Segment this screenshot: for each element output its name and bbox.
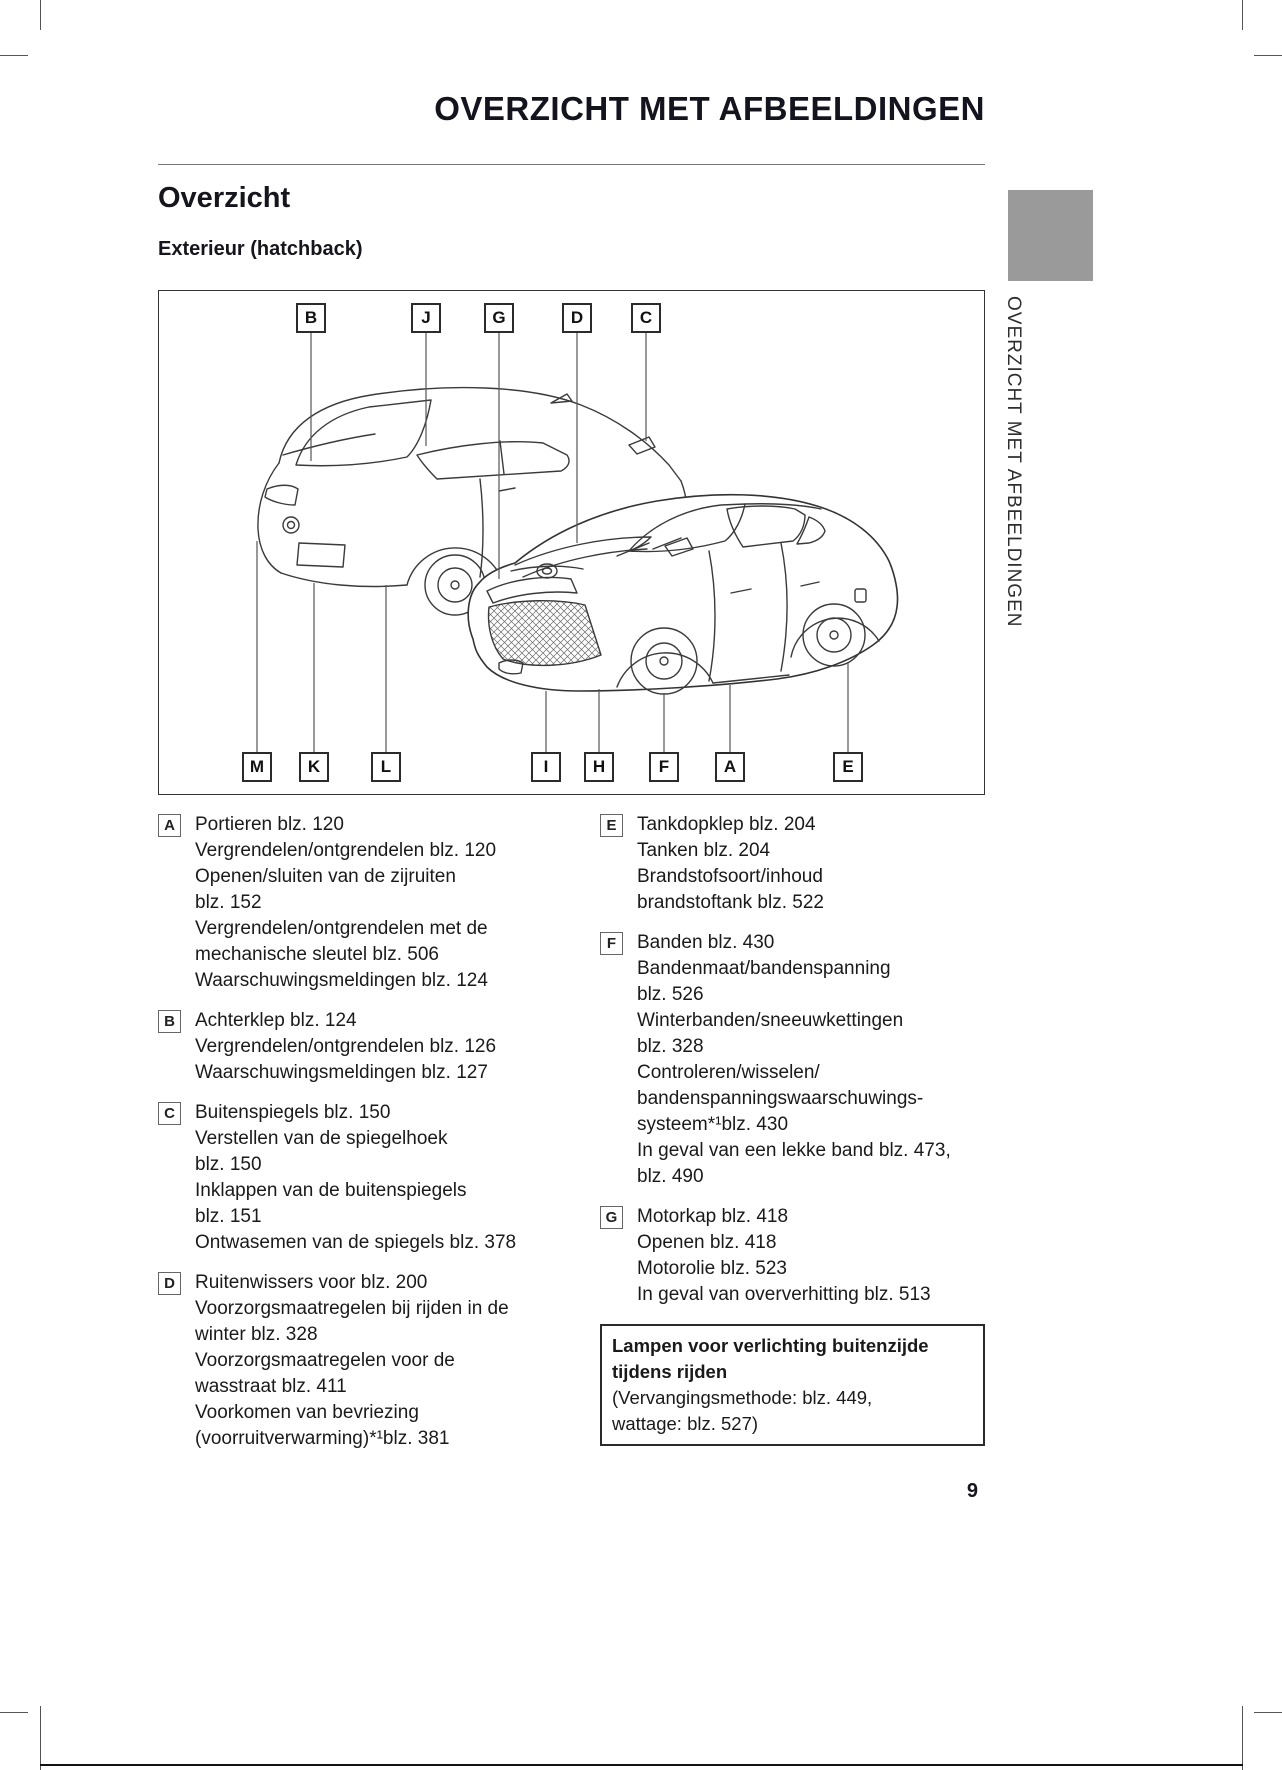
item-letter-box-G: G <box>600 1206 623 1229</box>
crop-mark <box>0 55 28 56</box>
legend-text-line: systeem*¹blz. 430 <box>637 1114 789 1135</box>
legend-item-A <box>158 812 552 994</box>
legend-text-line: Voorzorgsmaatregelen bij rijden in de <box>195 1298 509 1319</box>
legend-text-line: Verstellen van de spiegelhoek <box>195 1128 448 1149</box>
item-letter-box-B: B <box>158 1010 181 1033</box>
legend-text-line: blz. 526 <box>637 984 704 1005</box>
legend-text-line: Vergrendelen/ontgrendelen met de <box>195 918 488 939</box>
legend-text-line: Tankdopklep blz. 204 <box>637 814 816 835</box>
legend-text-line: Brandstofsoort/inhoud <box>637 866 823 887</box>
subsection-heading: Exterieur (hatchback) <box>158 238 363 260</box>
legend-item-D <box>158 1270 552 1452</box>
legend-text-line: blz. 151 <box>195 1206 262 1227</box>
legend-item-B <box>158 1008 552 1086</box>
legend-text-line: Vergrendelen/ontgrendelen blz. 120 <box>195 840 497 861</box>
diagram-callout-I: I <box>531 752 561 782</box>
legend-text-line: Motorkap blz. 418 <box>637 1206 789 1227</box>
note-body-line: (Vervangingsmethode: blz. 449, <box>612 1387 873 1408</box>
diagram-callout-G: G <box>484 303 514 333</box>
legend-text-line: mechanische sleutel blz. 506 <box>195 944 439 965</box>
crop-mark <box>1242 0 1243 30</box>
item-letter-box-E: E <box>600 814 623 837</box>
note-title-line: Lampen voor verlichting buitenzijde <box>612 1335 929 1356</box>
crop-mark <box>0 1712 28 1713</box>
diagram-callout-A: A <box>715 752 745 782</box>
section-heading: Overzicht <box>158 182 291 214</box>
page-title: OVERZICHT MET AFBEELDINGEN <box>434 90 985 127</box>
legend-text-line: Waarschuwingsmeldingen blz. 124 <box>195 970 488 991</box>
legend-text-line: Winterbanden/sneeuwkettingen <box>637 1010 904 1031</box>
legend-text-line: Ontwasemen van de spiegels blz. 378 <box>195 1232 517 1253</box>
callout-layer <box>159 291 984 794</box>
item-letter-box-D: D <box>158 1272 181 1295</box>
diagram-callout-F: F <box>649 752 679 782</box>
legend-text-line: Buitenspiegels blz. 150 <box>195 1102 391 1123</box>
legend-text-line: Bandenmaat/bandenspanning <box>637 958 891 979</box>
legend-text-line: In geval van een lekke band blz. 473, <box>637 1140 951 1161</box>
crop-mark <box>1254 55 1282 56</box>
diagram-callout-M: M <box>242 752 272 782</box>
legend-text-line: Controleren/wisselen/ <box>637 1062 820 1083</box>
legend-text-line: winter blz. 328 <box>195 1324 318 1345</box>
legend-text-line: Achterklep blz. 124 <box>195 1010 357 1031</box>
crop-mark <box>1254 1712 1282 1713</box>
exterior-diagram-frame <box>158 290 985 795</box>
legend-left-column <box>158 812 552 1466</box>
diagram-callout-H: H <box>584 752 614 782</box>
legend-text-line: Vergrendelen/ontgrendelen blz. 126 <box>195 1036 497 1057</box>
item-letter-box-C: C <box>158 1102 181 1125</box>
legend-text-line: blz. 150 <box>195 1154 262 1175</box>
item-letter-box-A: A <box>158 814 181 837</box>
diagram-callout-L: L <box>371 752 401 782</box>
diagram-callout-B: B <box>296 303 326 333</box>
legend-text-line: (voorruitverwarming)*¹blz. 381 <box>195 1428 450 1449</box>
legend-text-line: In geval van oververhitting blz. 513 <box>637 1284 931 1305</box>
legend-text-line: Banden blz. 430 <box>637 932 775 953</box>
note-title-line: tijdens rijden <box>612 1361 728 1382</box>
legend-item-C <box>158 1100 552 1256</box>
diagram-callout-D: D <box>562 303 592 333</box>
legend-text-line: blz. 152 <box>195 892 262 913</box>
legend-text-line: blz. 490 <box>637 1166 704 1187</box>
legend-text-line: Tanken blz. 204 <box>637 840 771 861</box>
sidebar-vertical-title: OVERZICHT MET AFBEELDINGEN <box>1003 296 1024 628</box>
legend-text-line: Openen blz. 418 <box>637 1232 777 1253</box>
legend-text-line: Openen/sluiten van de zijruiten <box>195 866 456 887</box>
legend-text-line: Motorolie blz. 523 <box>637 1258 787 1279</box>
legend-text-line: Ruitenwissers voor blz. 200 <box>195 1272 428 1293</box>
diagram-callout-K: K <box>299 752 329 782</box>
legend-text-line: brandstoftank blz. 522 <box>637 892 824 913</box>
legend-text-line: Voorkomen van bevriezing <box>195 1402 419 1423</box>
crop-mark <box>1242 1706 1243 1770</box>
legend-text-line: bandenspanningswaarschuwings- <box>637 1088 924 1109</box>
legend-right-column <box>600 812 985 1466</box>
section-index-tab <box>1008 190 1093 281</box>
legend <box>158 812 985 1466</box>
legend-text-line: Inklappen van de buitenspiegels <box>195 1180 467 1201</box>
legend-text-line: wasstraat blz. 411 <box>195 1376 347 1397</box>
page-number: 9 <box>966 1480 978 1502</box>
legend-item-F <box>600 930 985 1190</box>
legend-item-E <box>600 812 985 916</box>
legend-text-line: blz. 328 <box>637 1036 704 1057</box>
legend-item-G <box>600 1204 985 1308</box>
title-rule <box>158 164 985 165</box>
page-bottom-trim-line <box>40 1764 1243 1766</box>
legend-text-line: Voorzorgsmaatregelen voor de <box>195 1350 455 1371</box>
item-letter-box-F: F <box>600 932 623 955</box>
legend-text-line: Waarschuwingsmeldingen blz. 127 <box>195 1062 488 1083</box>
crop-mark <box>40 0 41 30</box>
note-body-line: wattage: blz. 527) <box>612 1413 759 1434</box>
diagram-callout-E: E <box>833 752 863 782</box>
legend-text-line: Portieren blz. 120 <box>195 814 344 835</box>
crop-mark <box>40 1706 41 1770</box>
exterior-lighting-note-box <box>600 1324 985 1446</box>
diagram-callout-C: C <box>631 303 661 333</box>
diagram-callout-J: J <box>411 303 441 333</box>
